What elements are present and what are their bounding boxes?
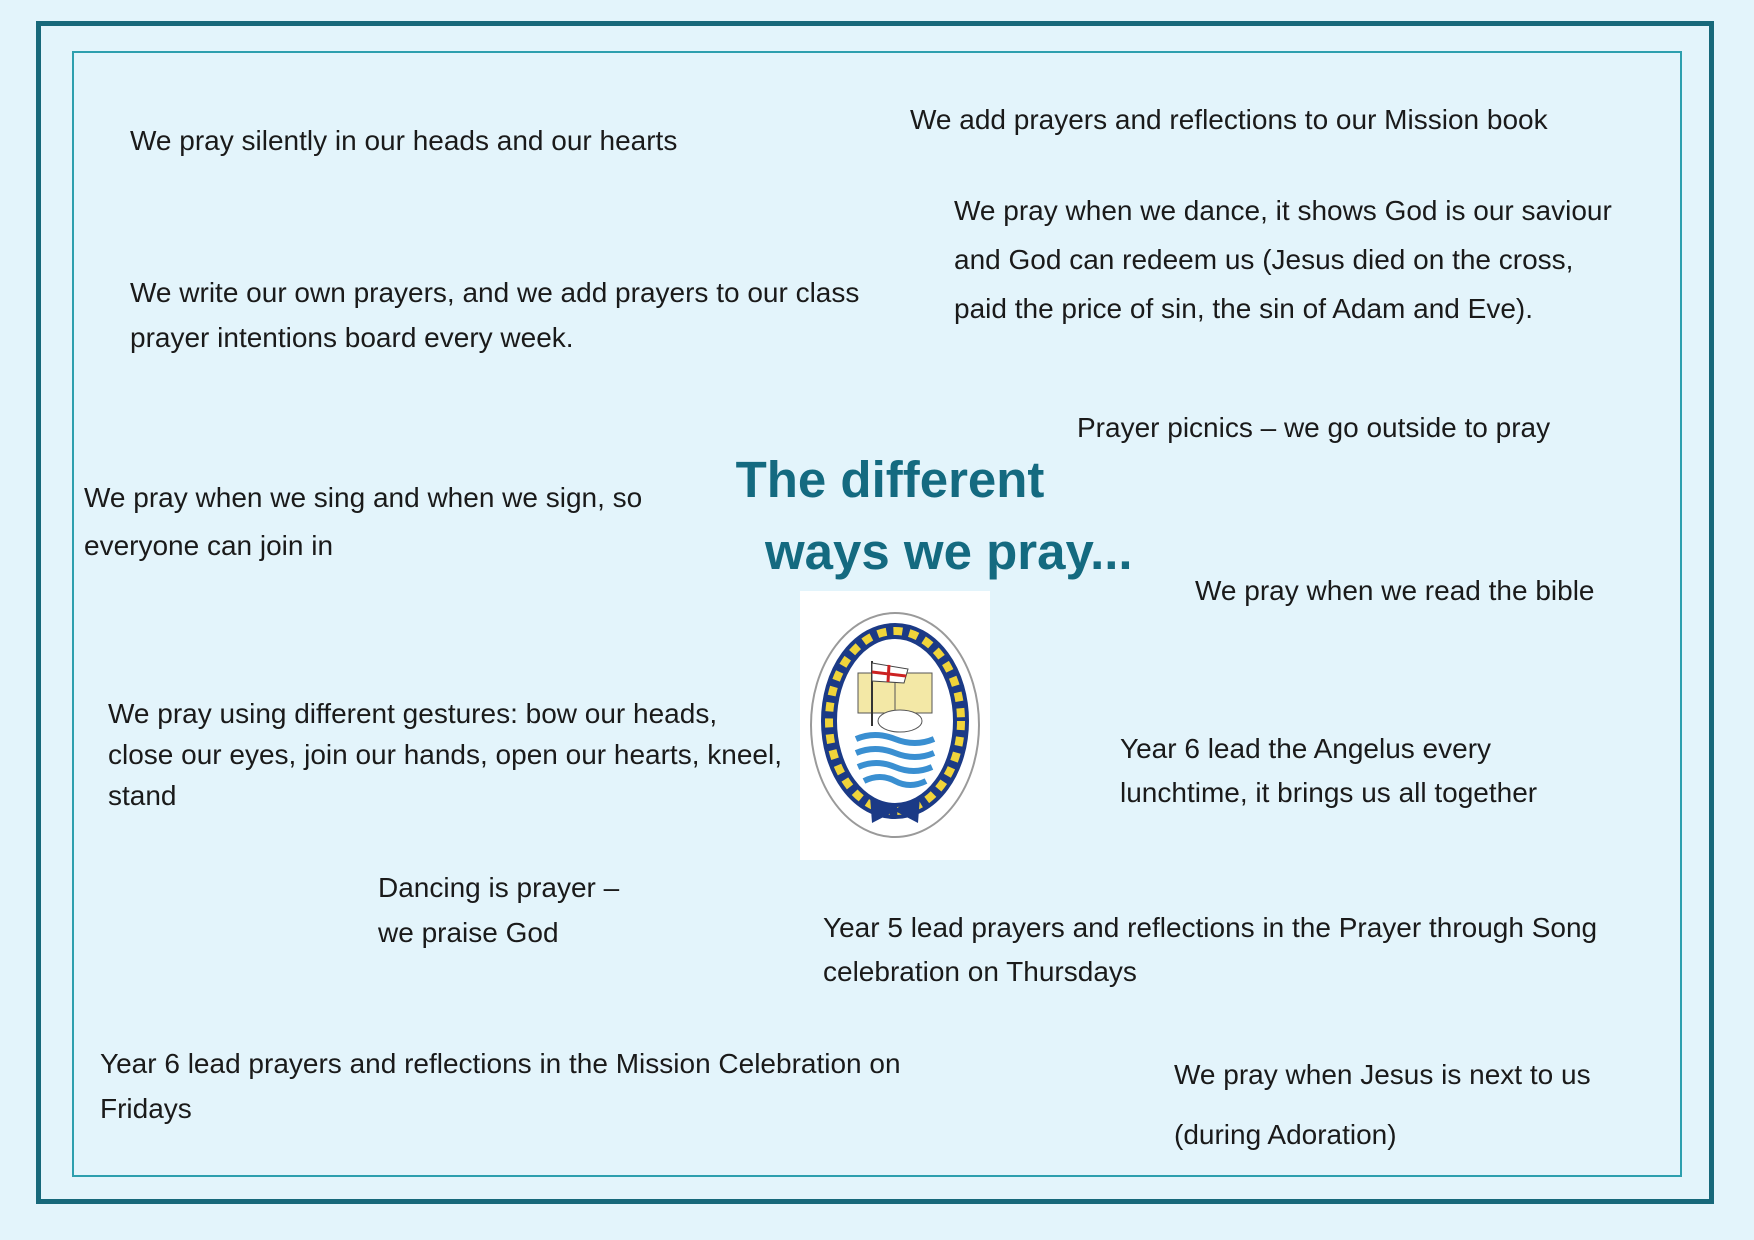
dancing-line-2: we praise God xyxy=(378,917,559,948)
statement-jesus xyxy=(1174,1045,1674,1165)
dancing-line-1: Dancing is prayer – xyxy=(378,872,620,903)
statement-gestures: We pray using different gestures: bow our heads, close our eyes, join our hands, open our hearts, kneel, stand xyxy=(108,698,782,811)
statement-bible: We pray when we read the bible xyxy=(1195,575,1595,606)
statement-picnics: Prayer picnics – we go outside to pray xyxy=(1077,412,1551,443)
statement-year6-mission: Year 6 lead prayers and reflections in the Mission Celebration on Fridays xyxy=(100,1048,901,1124)
statement-dance: We pray when we dance, it shows God is our saviour and God can redeem us (Jesus died on the cross, paid the price of sin, the sin of Adam and Eve). xyxy=(954,195,1612,324)
statement-write: We write our own prayers, and we add prayers to our class prayer intentions board every week. xyxy=(130,277,860,353)
statement-silent: We pray silently in our heads and our hearts xyxy=(130,125,678,156)
school-crest-icon xyxy=(800,591,990,860)
page-title xyxy=(735,444,1133,588)
statement-angelus: Year 6 lead the Angelus every lunchtime, it brings us all together xyxy=(1120,733,1538,808)
title-line-2: ways we pray... xyxy=(765,523,1133,580)
title-line-1: The different xyxy=(735,451,1045,508)
jesus-line-1: We pray when Jesus is next to us xyxy=(1174,1059,1591,1090)
statement-dancing xyxy=(378,865,698,955)
statement-year5: Year 5 lead prayers and reflections in the Prayer through Song celebration on Thursdays xyxy=(823,912,1598,987)
statement-mission-book: We add prayers and reflections to our Mission book xyxy=(910,104,1548,135)
jesus-line-2: (during Adoration) xyxy=(1174,1119,1397,1150)
statement-sing-sign: We pray when we sing and when we sign, so everyone can join in xyxy=(84,482,643,561)
